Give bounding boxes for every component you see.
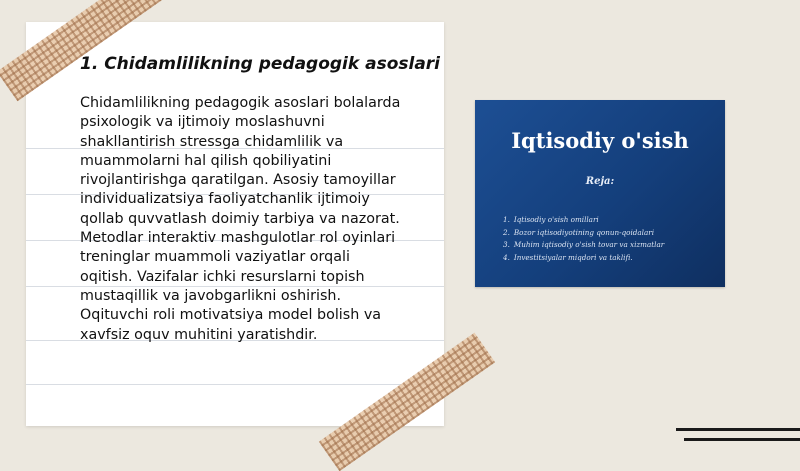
- note-heading: 1. Chidamlilikning pedagogik asoslari: [80, 54, 441, 74]
- note-line: rivojlantirishga qaratilgan. Asosiy tamoyillar: [80, 172, 396, 189]
- slide-plan-item: 3. Muhim iqtisodiy o'sish tovar va xizmatlar: [503, 240, 665, 249]
- note-line: mustaqillik va javobgarlikni oshirish.: [80, 287, 342, 304]
- note-line: qollab quvvatlash doimiy tarbiya va nazorat.: [80, 210, 400, 227]
- note-line: Chidamlilikning pedagogik asoslari bolalarda: [80, 95, 401, 111]
- note-line: individualizatsiya faoliyatchanlik ijtimoiy: [80, 191, 370, 208]
- note-body: [80, 94, 440, 345]
- slide-plan-list: [503, 214, 664, 264]
- slide-plan-item: 1. Iqtisodiy o'sish omillari: [503, 215, 599, 224]
- note-line: shakllantirish stressga chidamlilik va: [80, 133, 344, 150]
- slide-plan-item: 4. Investitsiyalar miqdori va taklifi.: [503, 252, 633, 262]
- note-line: Oqituvchi roli motivatsiya model bolish va: [80, 307, 382, 324]
- rule-line: [26, 384, 444, 385]
- slide-title: Iqtisodiy o'sish: [511, 128, 689, 153]
- slide-thumbnail[interactable]: [475, 100, 725, 287]
- note-line: psixologik va ijtimoiy moslashuvni: [80, 114, 325, 131]
- note-line: treninglar muammoli vaziyatlar orqali: [80, 249, 350, 266]
- decorative-line: [684, 438, 800, 441]
- note-paper: [26, 22, 444, 426]
- note-line: Metodlar interaktiv mashgulotlar rol oyinlari: [80, 230, 396, 247]
- slide-plan-item: 2. Bozor iqtisodiyotining qonun-qoidalari: [503, 227, 654, 237]
- decorative-line: [676, 428, 800, 431]
- slide-subtitle: Reja:: [585, 176, 615, 187]
- note-line: xavfsiz oquv muhitini yaratishdir.: [80, 326, 318, 343]
- note-line: muammolarni hal qilish qobiliyatini: [80, 152, 332, 169]
- note-line: oqitish. Vazifalar ichki resurslarni topish: [80, 268, 365, 285]
